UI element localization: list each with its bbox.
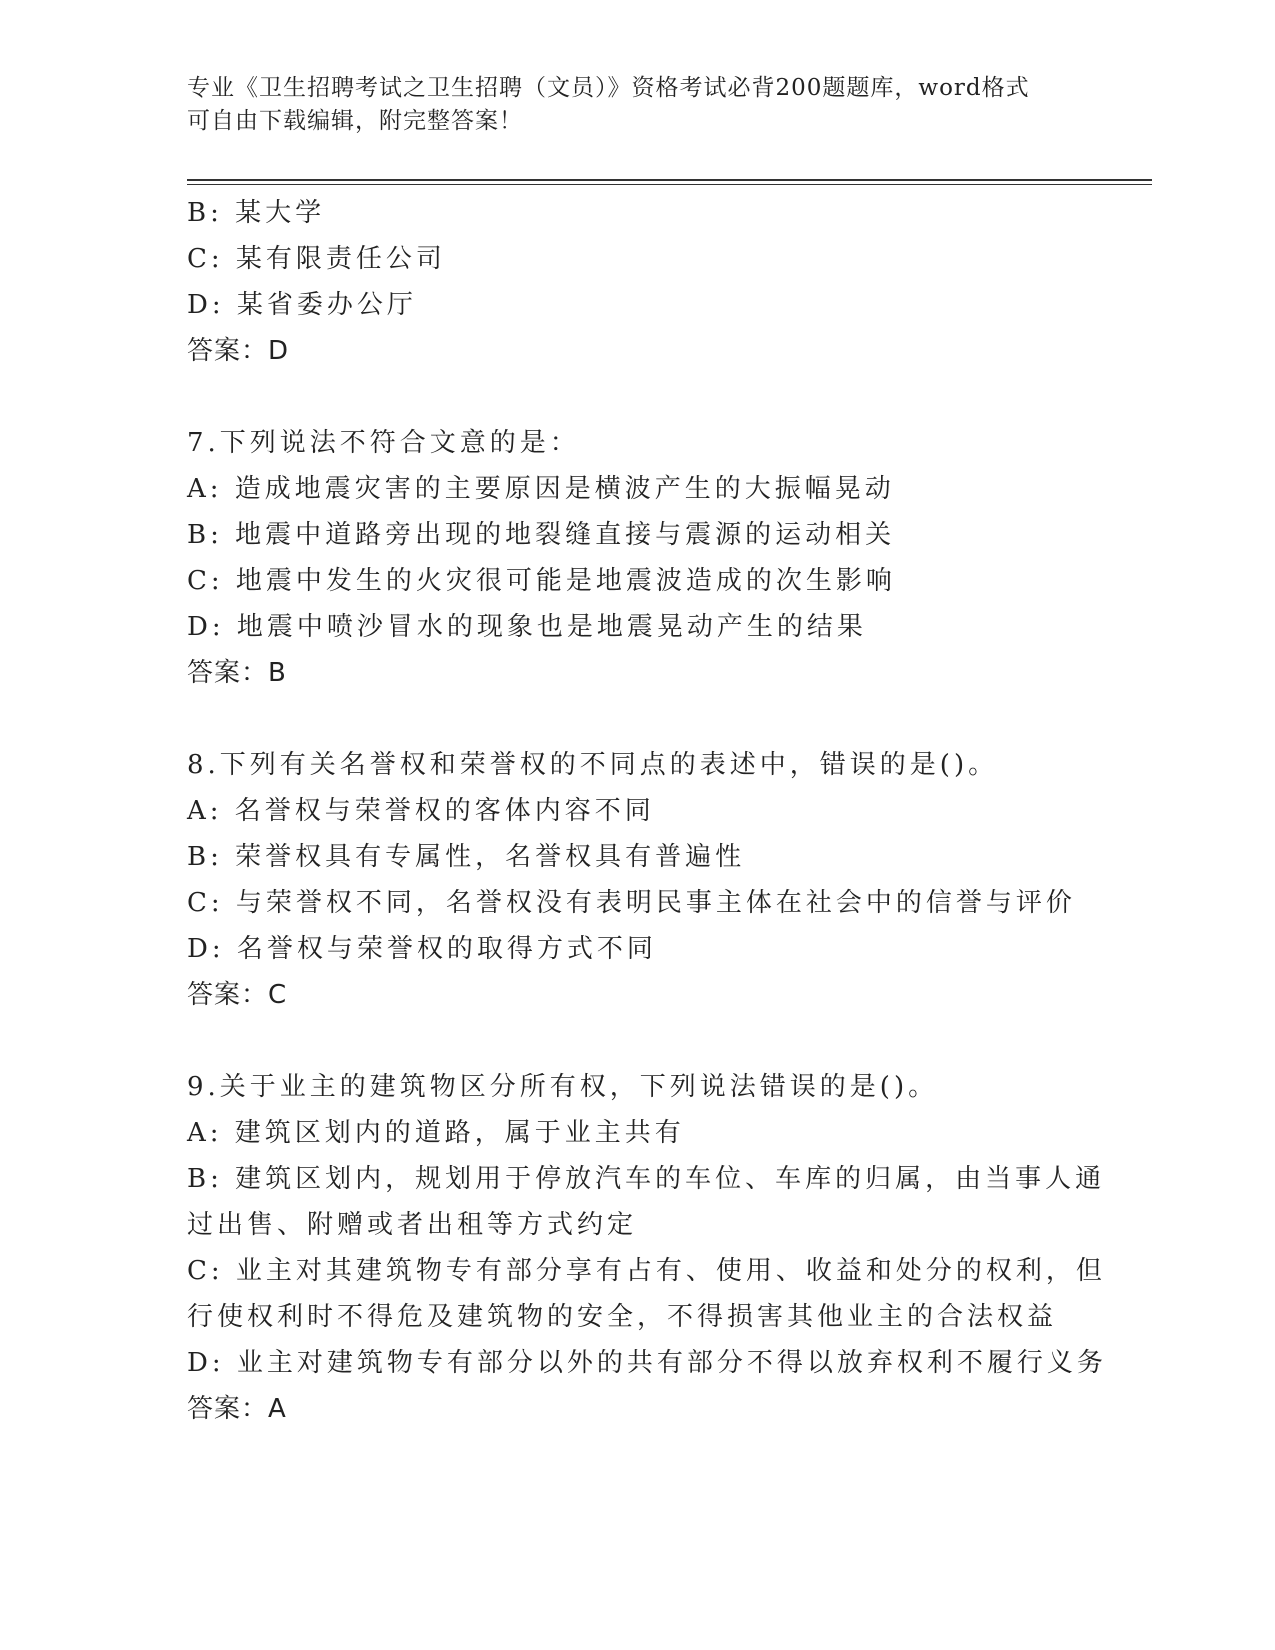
- option-d: D: 业主对建筑物专有部分以外的共有部分不得以放弃权利不履行义务: [187, 1348, 1107, 1378]
- option-b: B: 某大学: [187, 198, 326, 228]
- question-text: 9.关于业主的建筑物区分所有权，下列说法错误的是()。: [187, 1072, 939, 1102]
- answer-value: C: [268, 980, 288, 1010]
- header-line-1: 专业《卫生招聘考试之卫生招聘（文员）》资格考试必背200题题库，word格式: [187, 75, 1030, 101]
- header-divider-thick: [187, 179, 1152, 181]
- document-header: [187, 72, 1067, 138]
- option-d: D: 某省委办公厅: [187, 290, 417, 320]
- option-c-continued: 行使权利时不得危及建筑物的安全，不得损害其他业主的合法权益: [187, 1302, 1058, 1332]
- option-b: B: 荣誉权具有专属性，名誉权具有普遍性: [187, 842, 746, 872]
- option-d: D: 地震中喷沙冒水的现象也是地震晃动产生的结果: [187, 612, 867, 642]
- option-c: C: 业主对其建筑物专有部分享有占有、使用、收益和处分的权利，但: [187, 1256, 1106, 1286]
- answer-label: 答案：: [187, 980, 269, 1010]
- answer-line: [187, 650, 1087, 696]
- question-list: [187, 190, 1107, 1432]
- option-c: C: 与荣誉权不同，名誉权没有表明民事主体在社会中的信誉与评价: [187, 888, 1076, 918]
- answer-label: 答案：: [187, 658, 269, 688]
- answer-value: B: [268, 658, 287, 688]
- question-text: 8.下列有关名誉权和荣誉权的不同点的表述中，错误的是()。: [187, 750, 999, 780]
- question-8: [187, 742, 1087, 1018]
- answer-value: D: [268, 336, 290, 366]
- option-c: C: 地震中发生的火灾很可能是地震波造成的次生影响: [187, 566, 896, 596]
- option-c: C: 某有限责任公司: [187, 244, 446, 274]
- answer-value: A: [268, 1394, 287, 1424]
- option-b-continued: 过出售、附赠或者出租等方式约定: [187, 1210, 638, 1240]
- answer-label: 答案：: [187, 1394, 269, 1424]
- option-d: D: 名誉权与荣誉权的取得方式不同: [187, 934, 657, 964]
- option-a: A: 造成地震灾害的主要原因是横波产生的大振幅晃动: [187, 474, 895, 504]
- option-a: A: 建筑区划内的道路，属于业主共有: [187, 1118, 685, 1148]
- answer-line: [187, 1386, 1087, 1432]
- header-divider-thin: [187, 184, 1152, 185]
- answer-label: 答案：: [187, 336, 269, 366]
- answer-line: [187, 328, 1087, 374]
- question-7: [187, 420, 1087, 696]
- option-b: B: 地震中道路旁出现的地裂缝直接与震源的运动相关: [187, 520, 896, 550]
- answer-line: [187, 972, 1087, 1018]
- question-text: 7.下列说法不符合文意的是：: [187, 428, 580, 458]
- question-9: [187, 1064, 1107, 1432]
- question-6: [187, 190, 1087, 374]
- option-a: A: 名誉权与荣誉权的客体内容不同: [187, 796, 655, 826]
- option-b: B: 建筑区划内，规划用于停放汽车的车位、车库的归属，由当事人通: [187, 1164, 1106, 1194]
- header-line-2: 可自由下载编辑，附完整答案！: [187, 108, 523, 134]
